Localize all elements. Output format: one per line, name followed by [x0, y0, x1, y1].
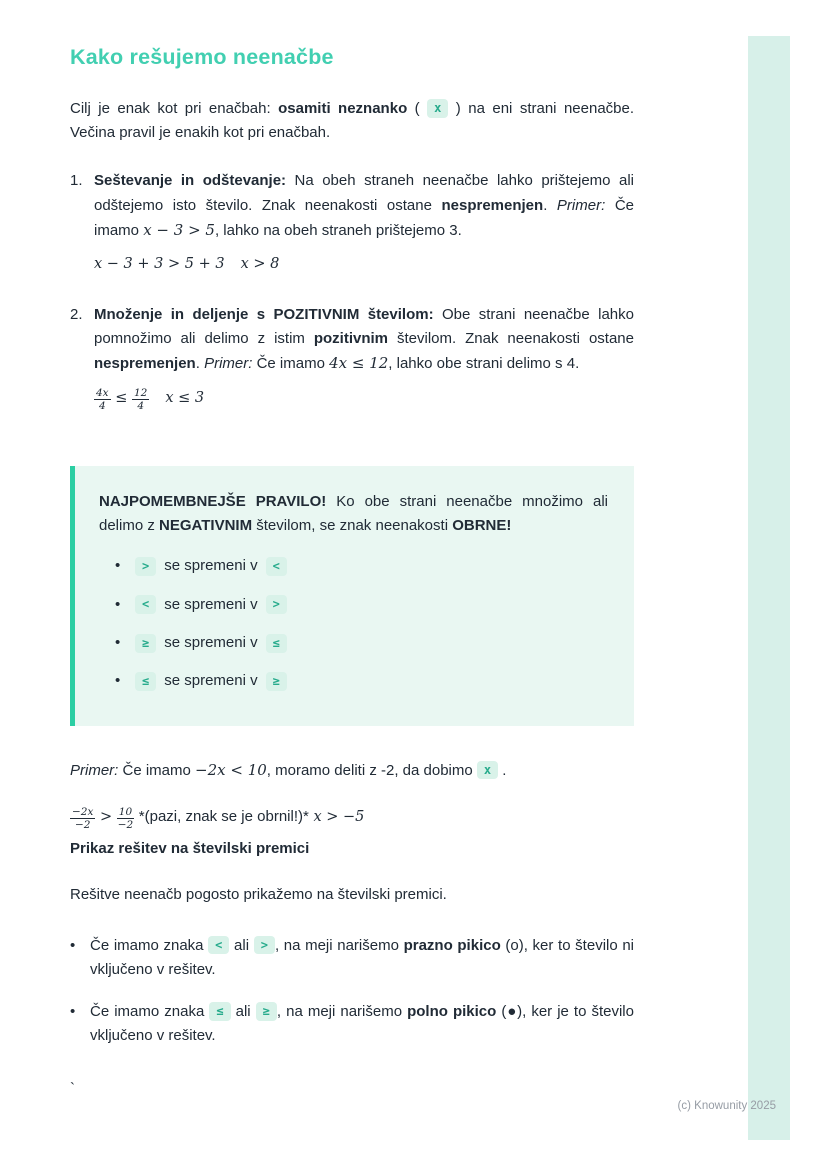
- sign-flip-rule: [115, 631, 608, 655]
- text-segment: ali: [230, 1003, 256, 1021]
- fraction-numerator: 10: [118, 805, 133, 818]
- sign-badge: <: [135, 595, 156, 614]
- sign-badge: >: [254, 936, 275, 955]
- sign-badge: <: [208, 936, 229, 955]
- fraction-numerator: 12: [133, 386, 148, 399]
- sign-flip-rule: [115, 669, 608, 693]
- math-expression: [94, 253, 634, 276]
- numberline-bullets: [70, 934, 634, 1049]
- sign-badge: <: [266, 557, 287, 576]
- fraction-numerator: 4x: [96, 386, 109, 399]
- math-note: *(pazi, znak se je obrnil!)*: [138, 807, 309, 825]
- text-segment: ali: [229, 936, 254, 954]
- text-segment: se spremeni v: [164, 557, 258, 575]
- bold-segment: nespremenjen: [441, 196, 544, 214]
- sign-badge: >: [266, 595, 287, 614]
- italic-segment: Primer:: [70, 761, 119, 779]
- sign-badge: ≤: [209, 1002, 230, 1021]
- bullet-dot: •: [70, 936, 76, 954]
- text-segment: , na meji narišemo: [274, 936, 404, 954]
- text-segment: Če imamo: [252, 355, 330, 373]
- numberline-intro: Rešitve neenačb pogosto prikažemo na številski premici.: [70, 886, 447, 904]
- fraction: [117, 806, 134, 831]
- text-segment: Cilj je enak kot pri enačbah:: [70, 99, 279, 117]
- list-item-body: [94, 303, 634, 432]
- x-symbol-badge: x: [477, 761, 498, 780]
- sign-flip-rule: [115, 554, 608, 578]
- sign-badge: ≥: [256, 1002, 277, 1021]
- text-segment: .: [195, 355, 205, 373]
- text-segment: številom, se znak neenakosti: [252, 517, 453, 535]
- list-item: [70, 169, 634, 296]
- list-item-text: [94, 169, 634, 243]
- math-operator: >: [100, 808, 113, 825]
- page-title: Kako rešujemo neenačbe: [70, 45, 334, 69]
- copyright-footer: (c) Knowunity 2025: [677, 1100, 776, 1112]
- fraction: [94, 387, 111, 412]
- list-item: [70, 934, 634, 983]
- numbered-rules-list: [70, 169, 634, 431]
- text-segment: .: [543, 196, 557, 214]
- text-segment: (●), ker je to število vključeno v rešitev.: [90, 1003, 634, 1045]
- document-content: [70, 40, 634, 1101]
- text-segment: se spremeni v: [164, 634, 258, 651]
- text-segment: .: [498, 761, 507, 779]
- bold-segment: OBRNE!: [452, 517, 512, 535]
- text-segment: , lahko na obeh straneh prištejemo 3.: [214, 222, 462, 240]
- fraction: [70, 806, 95, 831]
- bold-segment: polno pikico: [407, 1003, 497, 1021]
- math-segment: x ≤ 3: [165, 389, 205, 406]
- text-segment: ) na eni strani neenačbe. Večina pravil je enakih kot pri enačbah.: [70, 99, 635, 142]
- bullet-dot: •: [115, 595, 121, 613]
- fraction: [132, 387, 149, 412]
- bold-segment: prazno pikico: [403, 936, 501, 954]
- italic-segment: Primer:: [204, 355, 253, 373]
- text-segment: se spremeni v: [164, 672, 258, 690]
- text-segment: Če imamo: [94, 196, 634, 240]
- example-paragraph: [70, 758, 634, 783]
- section-heading: Prikaz rešitev na številski premici: [70, 839, 310, 857]
- bold-segment: Seštevanje in odštevanje:: [94, 172, 287, 190]
- bullet-text: [90, 1000, 634, 1049]
- text-segment: , na meji narišemo: [276, 1003, 408, 1021]
- math-segment: x > 8: [240, 256, 280, 273]
- bullet-text: [90, 934, 634, 983]
- text-segment: (: [407, 99, 428, 117]
- math-expression: [94, 387, 634, 412]
- list-item-body: [94, 169, 634, 296]
- sign-badge: ≥: [135, 634, 156, 653]
- fraction-denominator: 4: [137, 399, 145, 412]
- list-number: 2.: [70, 305, 83, 323]
- inline-math: −2x < 10: [195, 760, 267, 779]
- math-expression: [70, 805, 634, 831]
- intro-paragraph: [70, 97, 634, 146]
- bullet-dot: •: [115, 634, 121, 651]
- sign-badge: ≥: [266, 672, 287, 691]
- fraction-denominator: −2: [74, 818, 91, 831]
- stray-character: `: [70, 1079, 75, 1097]
- text-segment: Če imamo: [118, 761, 196, 779]
- list-item: [70, 303, 634, 432]
- text-segment: številom. Znak neenakosti ostane: [388, 330, 634, 348]
- fraction-numerator: −2x: [72, 805, 94, 818]
- bullet-dot: •: [115, 557, 121, 575]
- bold-segment: NEGATIVNIM: [159, 517, 253, 535]
- text-segment: , lahko obe strani delimo s 4.: [388, 355, 580, 373]
- sign-flip-rule: [115, 593, 608, 617]
- inline-math: x − 3 > 5: [143, 221, 215, 240]
- bold-segment: osamiti neznanko: [278, 99, 408, 117]
- x-symbol-badge: x: [427, 99, 448, 118]
- text-segment: , moramo deliti z -2, da dobimo: [266, 761, 477, 779]
- sign-badge: >: [135, 557, 156, 576]
- fraction-denominator: −2: [117, 818, 134, 831]
- text-segment: Obe strani neenačbe lahko pomnožimo ali delimo z istim: [94, 305, 634, 348]
- text-segment: Če imamo znaka: [90, 1003, 210, 1021]
- list-item-text: [94, 303, 634, 377]
- list-item: [70, 1000, 634, 1049]
- callout-paragraph: [99, 490, 608, 539]
- text-segment: Ko obe strani neenačbe množimo ali delimo z: [99, 492, 609, 535]
- math-operator: ≤: [115, 389, 128, 406]
- bullet-dot: •: [115, 672, 121, 690]
- list-number: 1.: [70, 172, 83, 190]
- sign-badge: ≤: [135, 672, 156, 691]
- bold-segment: pozitivnim: [313, 330, 389, 348]
- math-segment: x > −5: [313, 808, 365, 825]
- bullet-dot: •: [70, 1003, 76, 1021]
- text-segment: se spremeni v: [164, 595, 258, 613]
- math-segment: x − 3 + 3 > 5 + 3: [94, 256, 225, 273]
- bold-segment: nespremenjen: [94, 355, 196, 373]
- important-rule-callout: [70, 466, 634, 726]
- text-segment: Če imamo znaka: [90, 936, 209, 954]
- italic-segment: Primer:: [556, 196, 606, 214]
- page-edge-decoration: [748, 36, 790, 1140]
- inline-math: 4x ≤ 12: [329, 354, 389, 373]
- text-segment: Na obeh straneh neenačbe lahko prištejemo ali odštejemo isto število. Znak neenakosti ostane: [94, 172, 635, 214]
- bold-segment: NAJPOMEMBNEJŠE PRAVILO!: [99, 492, 327, 510]
- bold-segment: Množenje in deljenje s POZITIVNIM številom:: [94, 305, 434, 323]
- text-segment: (o), ker to število ni vključeno v rešitev.: [90, 936, 635, 978]
- fraction-denominator: 4: [98, 399, 106, 412]
- sign-badge: ≤: [266, 634, 287, 653]
